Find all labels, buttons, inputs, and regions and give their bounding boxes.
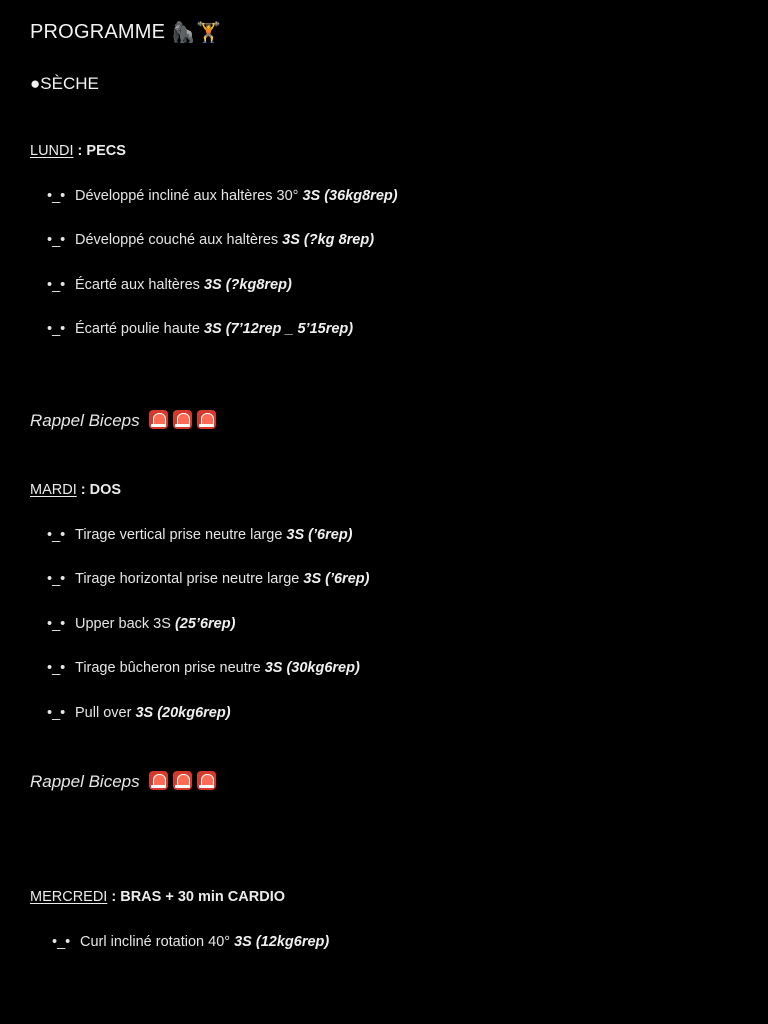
day-name: MARDI: [30, 482, 77, 498]
page-title: [30, 20, 221, 45]
bullet-prefix: •_•: [47, 232, 66, 248]
exercise-item: [47, 705, 231, 721]
exercise-sets: 3S (20kg6rep): [135, 705, 231, 721]
gorilla-emoji-icon: 🦍: [170, 22, 197, 44]
exercise-item: [47, 527, 353, 543]
siren-icon: [173, 771, 192, 790]
siren-icon: [197, 771, 216, 790]
exercise-item: [47, 321, 353, 337]
exercise-item: [47, 616, 235, 632]
rappel-biceps-note: [30, 410, 216, 431]
bullet-prefix: •_•: [47, 616, 66, 632]
bullet-prefix: •_•: [47, 571, 66, 587]
exercise-sets: 3S (12kg6rep): [234, 934, 330, 950]
exercise-item: [47, 188, 398, 204]
day-name: LUNDI: [30, 143, 74, 159]
exercise-item: [47, 660, 360, 676]
bullet-prefix: •_•: [47, 277, 66, 293]
rappel-text: Rappel Biceps: [30, 411, 140, 430]
exercise-item: [52, 934, 329, 950]
exercise-sets: 3S (7’12rep _ 5’15rep): [203, 321, 354, 337]
exercise-sets: 3S (’6rep): [286, 527, 353, 543]
rappel-biceps-note: [30, 771, 216, 792]
day-name: MERCREDI: [30, 889, 108, 905]
exercise-sets: 3S (?kg 8rep): [282, 232, 375, 248]
exercise-name: Upper back 3S: [75, 616, 175, 632]
exercise-name: Développé couché aux haltères: [75, 232, 283, 248]
exercise-item: [47, 277, 292, 293]
bullet-prefix: •_•: [47, 660, 66, 676]
weightlifter-emoji-icon: 🏋️: [196, 22, 222, 44]
exercise-sets: 3S (30kg6rep): [264, 660, 360, 676]
bullet-prefix: •_•: [47, 188, 66, 204]
rappel-text: Rappel Biceps: [30, 772, 140, 791]
day-heading-mardi: [30, 482, 121, 498]
bullet-prefix: •_•: [52, 934, 71, 950]
program-subtitle: ●SÈCHE: [30, 74, 99, 93]
exercise-item: [47, 571, 369, 587]
bullet-prefix: •_•: [47, 705, 66, 721]
exercise-sets: 3S (36kg8rep): [302, 188, 398, 204]
exercise-name: Tirage vertical prise neutre large: [75, 527, 287, 543]
exercise-name: Écarté poulie haute: [75, 321, 204, 337]
exercise-name: Écarté aux haltères: [75, 277, 204, 293]
siren-icon: [173, 410, 192, 429]
day-focus: : BRAS + 30 min CARDIO: [107, 889, 285, 905]
exercise-name: Tirage bûcheron prise neutre: [75, 660, 265, 676]
exercise-name: Développé incliné aux haltères 30°: [75, 188, 303, 204]
siren-icon: [149, 410, 168, 429]
day-focus: : DOS: [76, 482, 122, 498]
exercise-item: [47, 232, 374, 248]
siren-icon: [149, 771, 168, 790]
exercise-sets: (25’6rep): [174, 616, 236, 632]
bullet-prefix: •_•: [47, 321, 66, 337]
exercise-sets: 3S (’6rep): [303, 571, 370, 587]
day-heading-lundi: [30, 143, 126, 159]
bullet-prefix: •_•: [47, 527, 66, 543]
exercise-name: Pull over: [75, 705, 136, 721]
siren-icon: [197, 410, 216, 429]
exercise-name: Curl incliné rotation 40°: [80, 934, 235, 950]
exercise-sets: 3S (?kg8rep): [203, 277, 292, 293]
day-heading-mercredi: [30, 889, 285, 905]
title-text: PROGRAMME: [30, 20, 166, 43]
day-focus: : PECS: [73, 143, 126, 159]
exercise-name: Tirage horizontal prise neutre large: [75, 571, 304, 587]
